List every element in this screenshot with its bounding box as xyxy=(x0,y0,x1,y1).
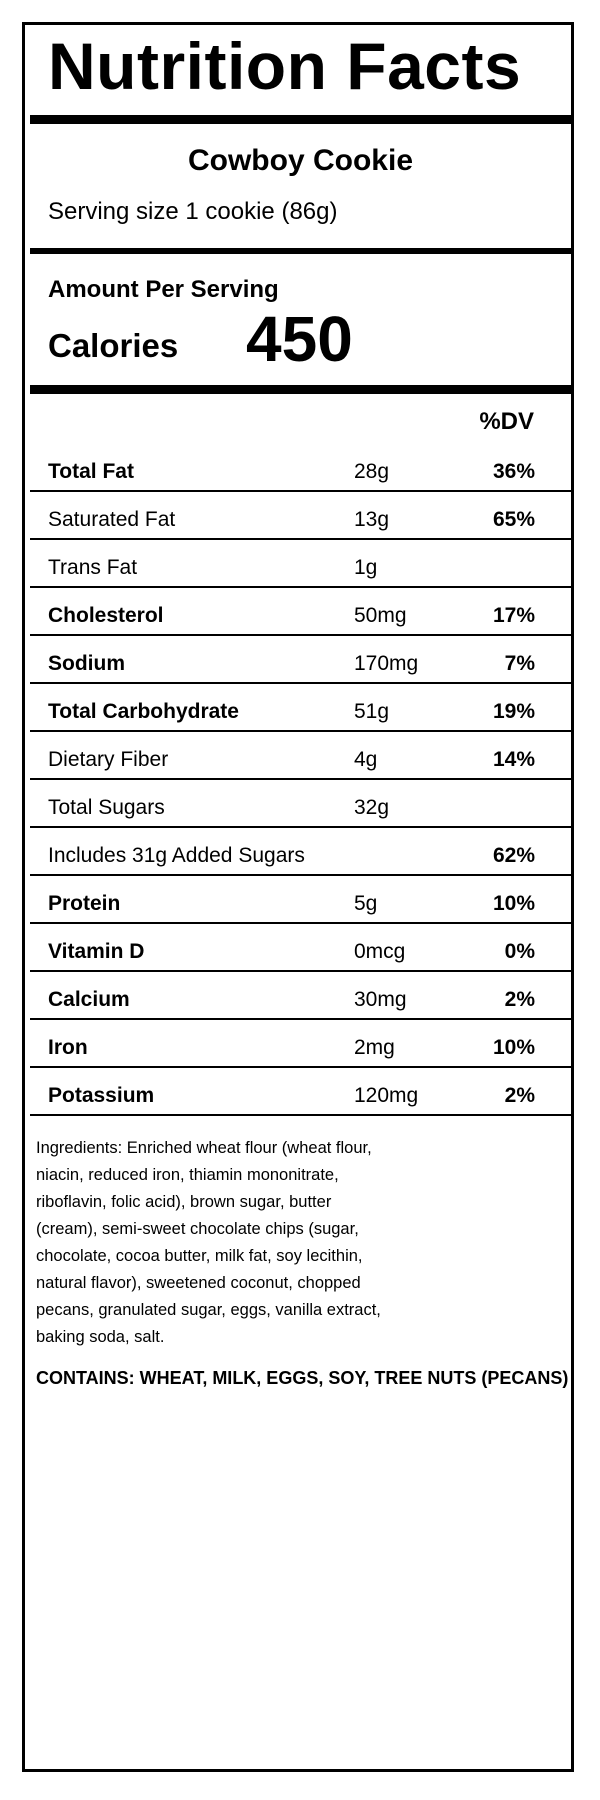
nutrient-name: Vitamin D xyxy=(48,940,145,963)
nutrient-name: Sodium xyxy=(48,652,125,675)
nutrient-amount: 4g xyxy=(354,748,378,771)
nutrient-daily-value: 10% xyxy=(492,1036,535,1059)
ingredients-line: chocolate, cocoa butter, milk fat, soy lecithin, xyxy=(36,1247,363,1265)
nutrient-daily-value: 0% xyxy=(504,940,535,963)
nutrient-row xyxy=(30,876,571,924)
label-title: Nutrition Facts xyxy=(48,29,522,103)
nutrient-name: Calcium xyxy=(48,988,130,1011)
ingredients-line: baking soda, salt. xyxy=(36,1328,165,1346)
nutrient-name: Potassium xyxy=(48,1084,155,1107)
nutrient-row xyxy=(30,972,571,1020)
nutrient-row xyxy=(30,780,571,828)
nutrient-row xyxy=(30,828,571,876)
nutrient-daily-value: 65% xyxy=(492,508,535,531)
nutrient-row xyxy=(30,540,571,588)
allergen-statement: CONTAINS: WHEAT, MILK, EGGS, SOY, TREE NUTS (PECANS) xyxy=(36,1368,569,1388)
nutrient-amount: 32g xyxy=(354,796,390,819)
nutrient-row xyxy=(30,588,571,636)
ingredients-line: pecans, granulated sugar, eggs, vanilla extract, xyxy=(36,1301,381,1319)
nutrient-row xyxy=(30,684,571,732)
nutrient-name: Total Carbohydrate xyxy=(48,700,239,723)
nutrient-daily-value: 14% xyxy=(492,748,535,771)
nutrient-row xyxy=(30,1068,571,1116)
nutrient-amount: 51g xyxy=(354,700,390,723)
nutrient-amount: 170mg xyxy=(354,652,419,675)
nutrient-daily-value: 17% xyxy=(492,604,535,627)
thick-divider xyxy=(30,115,571,124)
nutrient-amount: 120mg xyxy=(354,1084,419,1107)
nutrient-name: Dietary Fiber xyxy=(48,748,169,771)
nutrient-table xyxy=(30,444,571,1116)
product-name: Cowboy Cookie xyxy=(187,144,413,177)
serving-size: Serving size 1 cookie (86g) xyxy=(48,198,338,225)
nutrient-row xyxy=(30,1020,571,1068)
calories-value: 450 xyxy=(246,303,353,375)
ingredients-line: riboflavin, folic acid), brown sugar, butter xyxy=(36,1193,332,1211)
nutrient-name: Trans Fat xyxy=(48,556,138,579)
nutrient-row xyxy=(30,636,571,684)
nutrient-daily-value: 19% xyxy=(492,700,535,723)
nutrient-amount: 50mg xyxy=(354,604,407,627)
nutrient-amount: 13g xyxy=(354,508,390,531)
nutrient-name: Iron xyxy=(48,1036,88,1059)
nutrient-daily-value: 10% xyxy=(492,892,535,915)
nutrient-row xyxy=(30,924,571,972)
amount-per-serving: Amount Per Serving xyxy=(48,276,279,303)
ingredients-line: (cream), semi-sweet chocolate chips (sugar, xyxy=(36,1220,359,1238)
nutrient-daily-value: 2% xyxy=(504,988,535,1011)
nutrient-name: Includes 31g Added Sugars xyxy=(48,844,305,867)
nutrient-amount: 0mcg xyxy=(354,940,406,963)
daily-value-header: %DV xyxy=(479,408,534,435)
calories-label: Calories xyxy=(48,327,179,364)
nutrient-daily-value: 62% xyxy=(492,844,535,867)
nutrient-name: Total Fat xyxy=(48,460,134,483)
nutrient-name: Total Sugars xyxy=(48,796,165,819)
medium-divider xyxy=(30,248,571,254)
nutrient-amount: 2mg xyxy=(354,1036,395,1059)
nutrient-amount: 5g xyxy=(354,892,378,915)
nutrient-amount: 1g xyxy=(354,556,378,579)
ingredients-line: niacin, reduced iron, thiamin mononitrate, xyxy=(36,1166,339,1184)
nutrient-daily-value: 7% xyxy=(504,652,535,675)
ingredients-line: natural flavor), sweetened coconut, chopped xyxy=(36,1274,361,1292)
nutrient-row xyxy=(30,732,571,780)
nutrient-row xyxy=(30,444,571,492)
ingredients-line: Ingredients: Enriched wheat flour (wheat flour, xyxy=(36,1139,372,1157)
nutrient-daily-value: 36% xyxy=(492,460,535,483)
nutrient-row xyxy=(30,492,571,540)
nutrient-name: Saturated Fat xyxy=(48,508,176,531)
nutrient-amount: 30mg xyxy=(354,988,407,1011)
thick-divider xyxy=(30,385,571,394)
nutrient-name: Protein xyxy=(48,892,121,915)
nutrient-daily-value: 2% xyxy=(504,1084,535,1107)
ingredients-list xyxy=(36,1135,396,1351)
nutrient-amount: 28g xyxy=(354,460,390,483)
nutrient-name: Cholesterol xyxy=(48,604,164,627)
